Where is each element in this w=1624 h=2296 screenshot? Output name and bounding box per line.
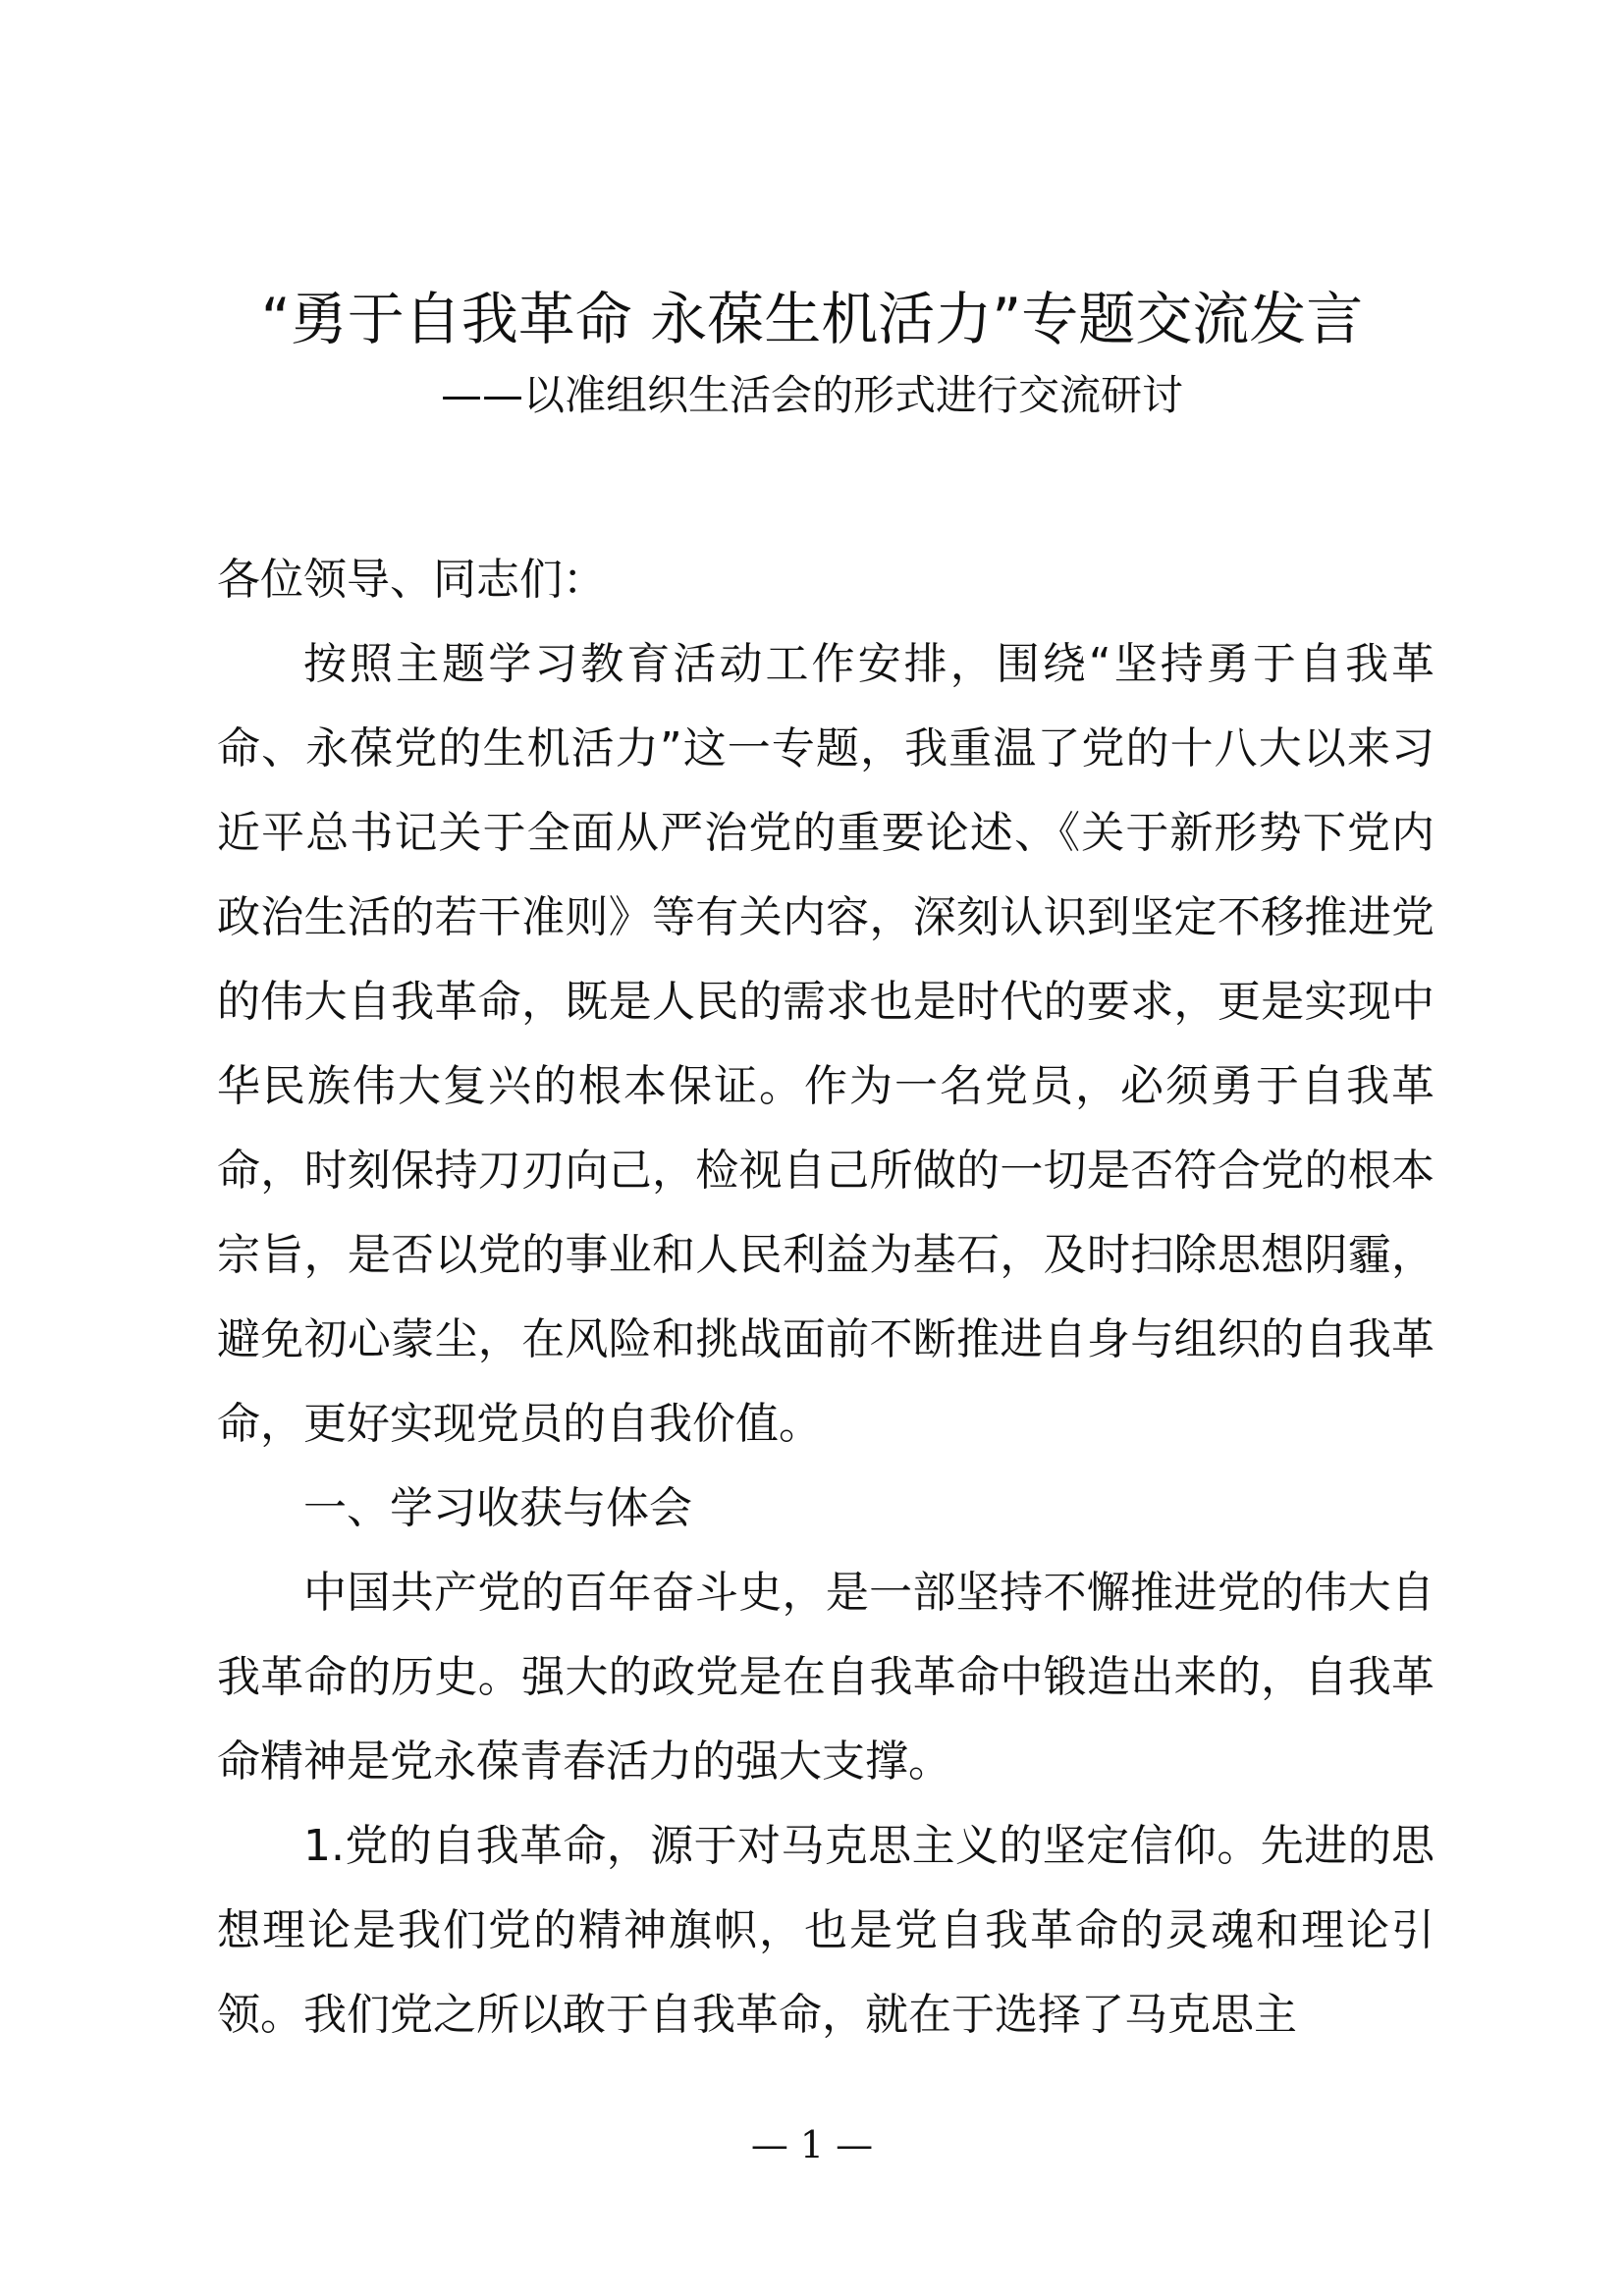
body-paragraph: 1.党的自我革命，源于对马克思主义的坚定信仰。先进的思想理论是我们党的精神旗帜，也是党自我革命的灵魂和理论引领。我们党之所以敢于自我革命，就在于选择了马克思主 — [217, 1821, 1435, 2040]
page-number: — 1 — — [750, 2123, 874, 2166]
document-subtitle: ——以准组织生活会的形式进行交流研讨 — [440, 371, 1183, 419]
document-title: “勇于自我革命 永葆生机活力”专题交流发言 — [260, 286, 1364, 352]
body-paragraph: 中国共产党的百年奋斗史，是一部坚持不懈推进党的伟大自我革命的历史。强大的政党是在自我革命中锻造出来的，自我革命精神是党永葆青春活力的强大支撑。 — [217, 1568, 1435, 1787]
intro-paragraph: 按照主题学习教育活动工作安排，围绕“坚持勇于自我革命、永葆党的生机活力”这一专题，我重温了党的十八大以来习近平总书记关于全面从严治党的重要论述、《关于新形势下党内政治生活的若干准则》等有关内容，深刻认识到坚定不移推进党的伟大自我革命，既是人民的需求也是时代的要求，更是实现中华民族伟大复兴的根本保证。作为一名党员，必须勇于自我革命，时刻保持刀刃向己，检视自己所做的一切是否符合党的根本宗旨，是否以党的事业和人民利益为基石，及时扫除思想阴霾，避免初心蒙尘，在风险和挑战面前不断推进自身与组织的自我革命，更好实现党员的自我价值。 — [217, 639, 1435, 1449]
document-body — [217, 538, 1435, 2057]
salutation: 各位领导、同志们： — [217, 555, 606, 605]
section-heading: 一、学习收获与体会 — [303, 1483, 692, 1533]
